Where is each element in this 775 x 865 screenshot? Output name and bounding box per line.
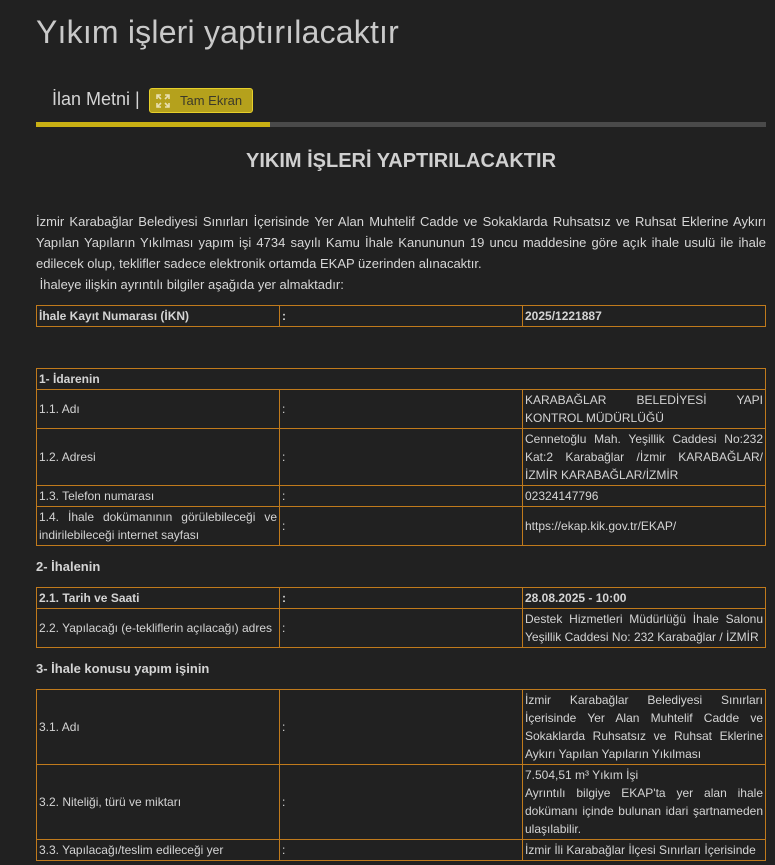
row-sep: :	[280, 486, 523, 507]
section-heading-idare: 1- İdarenin	[37, 369, 766, 390]
intro-text	[36, 211, 766, 295]
row-value-line: Ayrıntılı bilgiye EKAP'ta yer alan ihale dokümanı içinde bulunan idari şartnameden ulaşılabilir.	[525, 786, 763, 836]
row-label: 1.2. Adresi	[37, 429, 280, 486]
table-row	[37, 486, 766, 507]
row-label: 3.3. Yapılacağı/teslim edileceği yer	[37, 840, 280, 861]
read-progress-bar	[36, 122, 766, 127]
ikn-value: 2025/1221887	[523, 306, 766, 327]
row-label: 3.1. Adı	[37, 690, 280, 765]
row-value: KARABAĞLAR BELEDİYESİ YAPI KONTROL MÜDÜRLÜĞÜ	[523, 390, 766, 429]
row-value-line: 7.504,51 m³ Yıkım İşi	[525, 768, 639, 782]
row-label: 3.2. Niteliği, türü ve miktarı	[37, 765, 280, 840]
row-label: 1.3. Telefon numarası	[37, 486, 280, 507]
row-sep: :	[280, 390, 523, 429]
tab-bar	[36, 86, 766, 128]
page-title: Yıkım işleri yaptırılacaktır	[36, 14, 400, 50]
table-row	[37, 609, 766, 648]
section-heading-ihale: 2- İhalenin	[36, 559, 101, 574]
row-sep: :	[280, 429, 523, 486]
table-row	[37, 429, 766, 486]
row-label: 2.2. Yapılacağı (e-tekliflerin açılacağı) adres	[37, 609, 280, 648]
table-row	[37, 390, 766, 429]
table-row	[37, 840, 766, 861]
row-value: İzmir İli Karabağlar İlçesi Sınırları İçerisinde	[523, 840, 766, 861]
intro-paragraph: İzmir Karabağlar Belediyesi Sınırları İçerisinde Yer Alan Muhtelif Cadde ve Sokaklarda Ruhsatsız ve Ruhsat Eklerine Aykırı Yapılan Yapıların Yıkılması yapım işi 4734 sayılı Kamu İhale Kanununun 19 uncu maddesine göre açık ihale usulü ile ihale edilecek olup, teklifler sadece elektronik ortamda EKAP üzerinden alınacaktır.	[36, 214, 766, 271]
section-heading-konu: 3- İhale konusu yapım işinin	[36, 661, 210, 676]
document-heading: YIKIM İŞLERİ YAPTIRILACAKTIR	[245, 150, 557, 172]
read-progress-fill	[36, 122, 270, 127]
konu-table	[36, 689, 766, 861]
ikn-table	[36, 305, 766, 327]
ikn-sep: :	[280, 306, 523, 327]
expand-arrows-icon	[156, 94, 170, 108]
table-row	[37, 690, 766, 765]
row-sep: :	[280, 507, 523, 546]
table-row	[37, 588, 766, 609]
row-sep: :	[280, 840, 523, 861]
row-value: İzmir Karabağlar Belediyesi Sınırları İçerisinde Yer Alan Muhtelif Cadde ve Sokaklarda Ruhsatsız ve Ruhsat Eklerine Aykırı Yapılan Yapıların Yıkılması	[523, 690, 766, 765]
row-sep: :	[280, 609, 523, 648]
row-value: Destek Hizmetleri Müdürlüğü İhale Salonu Yeşillik Caddesi No: 232 Karabağlar / İZMİR	[523, 609, 766, 648]
row-value: 28.08.2025 - 10:00	[523, 588, 766, 609]
fullscreen-label: Tam Ekran	[180, 93, 243, 108]
table-row	[37, 306, 766, 327]
intro-note: İhaleye ilişkin ayrıntılı bilgiler aşağıda yer almaktadır:	[36, 277, 344, 292]
row-sep: :	[280, 765, 523, 840]
ihale-table	[36, 587, 766, 648]
table-row	[37, 369, 766, 390]
row-value	[523, 765, 766, 840]
ikn-label: İhale Kayıt Numarası (İKN)	[37, 306, 280, 327]
row-value: Cennetoğlu Mah. Yeşillik Caddesi No:232 Kat:2 Karabağlar /İzmir KARABAĞLAR/İZMİR KARABAĞLAR/İZMİR	[523, 429, 766, 486]
table-row	[37, 765, 766, 840]
row-value: 02324147796	[523, 486, 766, 507]
row-sep: :	[280, 588, 523, 609]
fullscreen-button[interactable]	[149, 88, 253, 113]
row-label: 2.1. Tarih ve Saati	[37, 588, 280, 609]
row-label: 1.4. İhale dokümanının görülebileceği ve indirilebileceği internet sayfası	[37, 507, 280, 546]
row-sep: :	[280, 690, 523, 765]
tab-ilan-metni[interactable]: İlan Metni |	[52, 89, 140, 109]
idare-table	[36, 368, 766, 546]
table-row	[37, 507, 766, 546]
row-label: 1.1. Adı	[37, 390, 280, 429]
ekap-link[interactable]: https://ekap.kik.gov.tr/EKAP/	[523, 507, 766, 546]
